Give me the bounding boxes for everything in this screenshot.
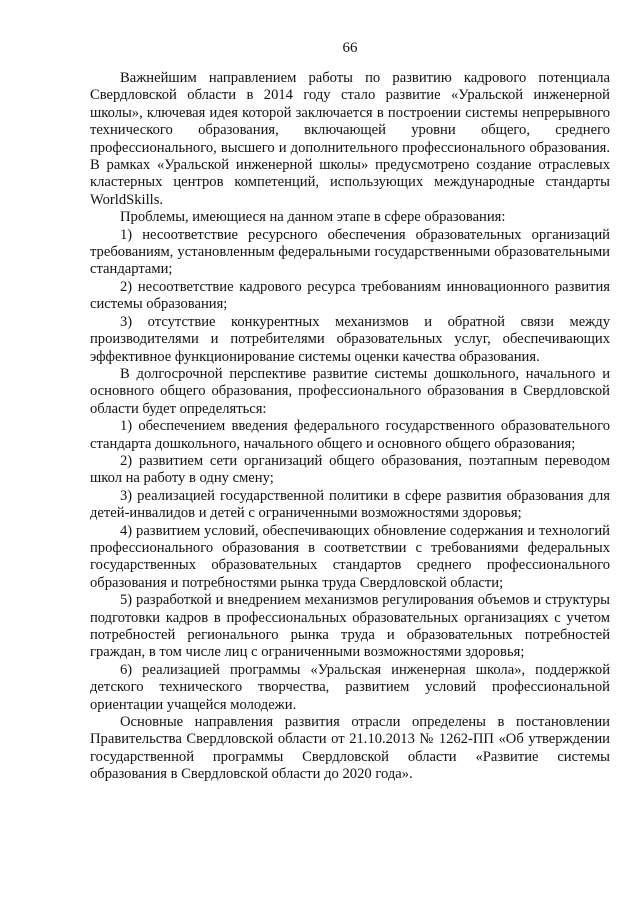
list-item: 3) реализацией государственной политики в сфере развития образования для детей-инвалидов и детей с ограниченными возможностями здоровья; [90, 487, 610, 522]
list-item: 1) обеспечением введения федерального государственного образовательного стандарта дошкольного, начального общего и основного общего образования; [90, 418, 610, 452]
list-item: 5) разработкой и внедрением механизмов регулирования объемов и структуры подготовки кадров в профессиональных образовательных организациях с учетом потребностей регионального рынка труда и образовательных потребностей граждан, в том числе лиц с ограниченными возможностями здоровья; [90, 592, 610, 661]
list-item: 4) развитием условий, обеспечивающих обновление содержания и технологий профессионального образования в соответствии с требованиями федеральных государственных образовательных стандартов среднего профессионального образования и потребностями рынка труда Свердловской области; [90, 522, 610, 591]
page-number: 66 [342, 40, 358, 56]
list-item: 1) несоответствие ресурсного обеспечения образовательных организаций требованиям, установленным федеральными государственными образовательными стандартами; [90, 226, 610, 278]
body-text [90, 70, 610, 784]
paragraph-conclusion: Основные направления развития отрасли определены в постановлении Правительства Свердловской области от 21.10.2013 № 1262-ПП «Об утверждении государственной программы Свердловской области «Развитие системы образования в Свердловской области до 2020 года». [90, 714, 610, 783]
paragraph-problems-heading: Проблемы, имеющиеся на данном этапе в сфере образования: [120, 209, 506, 226]
paragraph-perspective-heading: В долгосрочной перспективе развитие системы дошкольного, начального и основного общего образования, профессионального образования в Свердловской области будет определяться: [90, 365, 610, 417]
list-item: 3) отсутствие конкурентных механизмов и обратной связи между производителями и потребителями образовательных услуг, обеспечивающих эффективное функционирование системы оценки качества образования. [90, 313, 610, 365]
list-item: 6) реализацией программы «Уральская инженерная школа», поддержкой детского технического творчества, развитием условий профессиональной ориентации учащейся молодежи. [90, 661, 610, 713]
list-item: 2) несоответствие кадрового ресурса требованиям инновационного развития системы образования; [90, 278, 610, 313]
list-item: 2) развитием сети организаций общего образования, поэтапным переводом школ на работу в одну смену; [90, 452, 610, 487]
paragraph-intro: Важнейшим направлением работы по развитию кадрового потенциала Свердловской области в 2014 году стало развитие «Уральской инженерной школы», ключевая идея которой заключается в построении системы непрерывного технического образования, включающей уровни общего, среднего профессионального, высшего и дополнительного профессионального образования. В рамках «Уральской инженерной школы» предусмотрено создание отраслевых кластерных центров компетенций, использующих международные стандарты WorldSkills. [90, 70, 610, 208]
